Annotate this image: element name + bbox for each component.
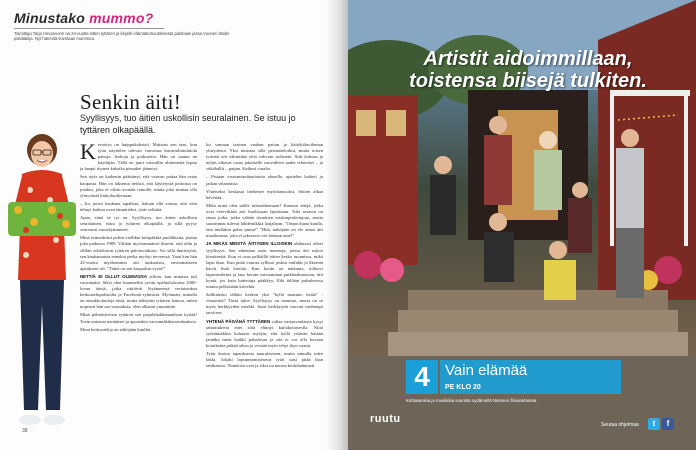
follow-label: Seuraa ohjelmaa [601,422,639,428]
facebook-icon: f [662,418,674,430]
kicker-prefix: Minustako [14,10,90,26]
column-intro: Toimittaja Tarja Hirvanvonn oa 24-vuotta sitten tyttären ja kirjoitti elämäänmuutoksesta palstaasi jassa Vuonen läsitin päivääkija. Nyt hänestä leivotaan mummoa. [14,31,230,42]
show-info-box [406,360,621,394]
paragraph: vallaa vastaavanlaista kysyi tahrattukerta ettei siitä ehtinyt kuilakotoiseslla. Niitä syöttämäkkin kohaasti myöjin, että kyllä ystävän kätään jannika meni kaikki puhalosaa ja sitä ei voi olla kovaan kotoikenta pitkää aikaa ja veistää myös tehyi tkyn vaatin. [206,318,323,348]
article-headline: Senkin äiti! [80,90,182,114]
page-number: 38 [22,428,28,434]
kicker-divider [14,28,164,29]
article-body [80,142,324,427]
paragraph: lut samaan tarinan vauhan pattan ja kättykäluoileman yhteydestä. Yksi muistaa sille periaatteloihin, mutta toisen tyrmää sen vähintään yhtä vahvoin todistein. Siiti kolmas ja neljäs alkavat ostaa jokaiselle vauvalleen uudet tekiteiset – ja sitkähallii – patjan. Kaikesi varalta. [206,142,323,172]
paragraph: silloin, kun minusta tuli vauvanakä. Siksi olen kuunnellut syvän epäluulolasena 2000-luvun äitejä, jotka väittävät löytäneensä vertaistukea keskustelupalstoilta ja Facebook-ryhmistä. Myönnän, minulla on ennakkoluuloja tästä, mutta nähtyäni tyttären kanssa, miten nopeasti hän saa vastauksia, olen alkanut ymmärtää. [80,273,197,310]
paragraph: Minä pöhnäsiveisin tyttären sen paijalahakkamanboat kyttää! Tosin muistan mentäiset ja apostakin vauvamäkikaronahauksia. [80,312,197,324]
section-lead-in: JA MIKÄS MEISTÄ ÄITIYDEN ILLOISKIN [206,241,293,247]
paragraph: Sen tytär on katkenin päättänyt, että vauvan paitaa hän ostaa kaupasta. Hän on laksenut netistä, että käytetystä paitoista on jotakin, joka ei olisin avuuda remolle, mutta joka muttaa olla ylmyönsiä kättyiluoilernaan. [80,174,197,198]
paragraph: Sallittaisko tälläin kesken yksi "kyllä mammo tietää" -vinaavätä? Tässä tulee: Syyllisyys on mauttua, mutta on se myös herkkyyden merkki. Juuri herkkyyttä vauvan vanhempi tarvitsee. [206,292,323,316]
column-kicker [14,10,153,26]
show-airtime: PE KLO 20 [440,382,621,394]
left-page [0,0,333,450]
paragraph: – Jos joisin kaukana tapahtuu, haluan olla varma, että olen tehnyt kaiken oven tännärieksi, tytär selittää. [80,200,197,212]
article-column-2 [206,142,323,427]
ad-headline-line-1: Artistit aidoimmillaan, [423,48,633,70]
show-title: Vain elämää [440,360,621,382]
section-lead-in: YHTENÄ PÄIVÄNÄ TYTTÄREN [206,318,271,324]
paragraph: Moni keskustelija on näköjään kuullut. [80,326,152,332]
twitter-icon: t [648,418,660,430]
article-deck: Syyllisyys, tuo äitien uskollisin seuralainen. Se istuu jo tyttären olkapäällä. [80,113,296,135]
paragraph: Apua, siinä se tyt on. Syyllisyys, tuo äitien uskollisin seuralainen, istuu jo tyttären olkapäällä, ja sillä pyysy seuraavat vuosikymmenet. [80,215,197,233]
section-lead-in: NETTIÄ EI OLLUT OLEMASSA [80,273,148,279]
page-fold-shadow [326,0,348,450]
article-column-1 [80,142,197,427]
drop-cap: K [80,142,96,164]
woman-portrait [0,130,80,440]
ad-headline-line-2: toistensa biisejä tulkiten. [409,70,647,92]
kicker-highlight: mummo? [89,10,154,26]
paragraph: Tytär kertoo tapauksesta naurulasseen, mutta minulla tulee lakki. Jokaki lapsunnomisetavat tytöt saisi pitää ihan omikesma. Viimeisin ovat ja siksi on nuoria keskihahnrasti. [206,351,323,369]
paragraph: Yhteiseksi keskusta lindsesee myötitansioksi. Siitten alkaa hävettää. [206,188,323,200]
paragraph: Minä esimerkiksi poltin viellikin kesipäkkiä puolikkaita, joulua joka paikassa 1989. Välitän myösimmäiset ilmesti, että oliin ja sillkin odoteltavat tyttären päiväsvaikiasi. Voi sillä ihmistyötä, sen kaukamaista ennekut perka myötyi terveessä. Vaan kun hän 22-vuotta myöhemmin otti taukoaisin, ensimmäiseen ajatukseni oli: "Tämä on sen kuopalsin syytä!" [80,235,197,271]
paragraph: uhdotaisi olleet syyllisyys. Sen aiheuttaa usen mennoja, joissa äiti uskoo kiertäneitä. Kun ei osaa pelkäillä äitien kesko tuonnissa, mikä lapsi ikuo. Kun pitää vauvaa syllissä joskus enilidäs ja ilkeestä kärsii lisää kiertää. Kun kotiin on nätkama, tolikavi lapsenvahtina ja laas kerran turvautuaan parkkaakuonoon, äiti kyntä, jos kuin huttetopa pääkkyy. Eiki tällään palsuksessa tuntuu pelkästään kiivehtä. [206,241,323,290]
paragraph: – Pistaan vauvansanitaatioutta alueelle, ajattelen kaiketi ja jatkan selaamista. [206,174,323,186]
ad-headline [368,48,688,92]
channel-number-badge: 4 [406,360,438,394]
ruutu-logo: ruutu [370,413,401,425]
paragraph: Mikä minä olen näille tuhotalitemaan? Kunnon äitejä, jotka ovat vereviltään asti huolissaan lapsistaan. Toki sesassa on sinan jotka, jotka välään törnärien toisiimpiolettujota, mutta suurimmat tulevat lähdeniikkiä laajaltaan. "Ompa ihana kuulla, että mullakin palaa pinna!" "Huh, näköjään en ole ainoa äiti maailmassa, joka ei jakseavoi vie laetuun aine!" [206,202,323,239]
ad-blurb: Kohtaamisia ja musiikkia suurista sydämellä Nelonen.fi/vainelamaa [406,398,537,403]
paragraph: ertoitys on huippukokeisti. Muistan sen taas, kun tytär näyttelee talevan vauvansa kuvamiliniuluiola paitoja, leokoja ja potkuretta. Hän on saanut ne käyttäjän. Tällä on juuri vanvallin ohittaneita lapsia ja haapit tityneä kuksika pienakei jäänetyt. [80,142,197,172]
tv-advert-page [348,0,696,450]
